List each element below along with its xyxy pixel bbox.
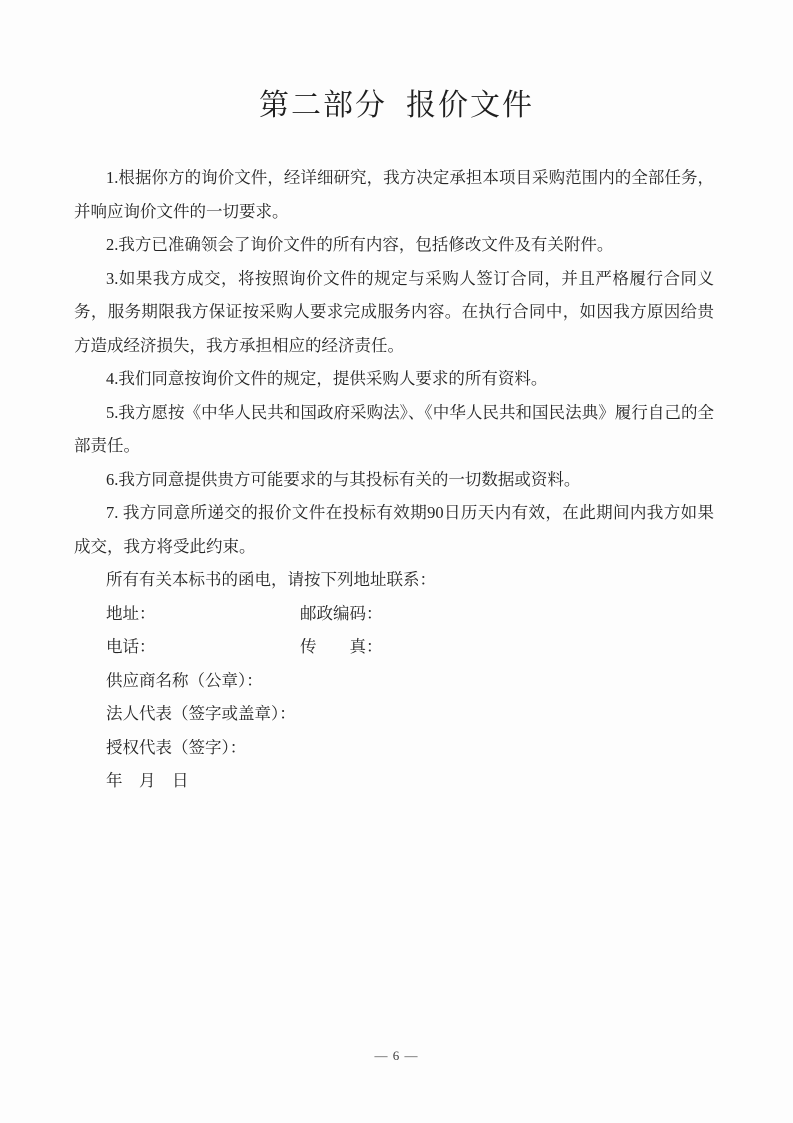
supplier-name-label: 供应商名称（公章）：: [106, 670, 263, 690]
paragraph-4: 4.我们同意按询价文件的规定，提供采购人要求的所有资料。: [106, 369, 548, 388]
contact-row-address: [74, 597, 714, 631]
paragraph-6: 6.我方同意提供贵方可能要求的与其投标有关的一切数据或资料。: [106, 469, 581, 489]
phone-label: 电话：: [106, 637, 156, 656]
authorized-representative-label: 授权代表（签字）：: [106, 737, 247, 757]
paragraph-5: 5.我方愿按《中华人民共和国政府采购法》、《中华人民共和国民法典》履行自己的全部责任。: [74, 402, 714, 455]
contact-intro-line: 所有有关本标书的函电，请按下列地址联系：: [106, 570, 436, 589]
legal-representative-label: 法人代表（签字或盖章）：: [106, 704, 296, 723]
address-label: 地址：: [106, 603, 156, 623]
fax-label: 传 真：: [300, 637, 383, 656]
date-line: 年 月 日: [106, 771, 189, 790]
paragraph-2: 2.我方已准确领会了询价文件的所有内容，包括修改文件及有关附件。: [106, 235, 614, 254]
page-number: — 6 —: [374, 1048, 419, 1063]
paragraph-3: 3.如果我方成交，将按照询价文件的规定与采购人签订合同，并且严格履行合同义务，服务期限我方保证按采购人要求完成服务内容。在执行合同中，如因我方原因给贵方造成经济损失，我方承担相应的经济责任。: [74, 268, 714, 355]
postal-code-label: 邮政编码：: [300, 603, 383, 623]
paragraph-7: 7. 我方同意所递交的报价文件在投标有效期90日历天内有效，在此期间内我方如果成交，我方将受此约束。: [74, 503, 714, 556]
contact-row-phone: [74, 630, 714, 664]
paragraph-1: 1.根据你方的询价文件，经详细研究，我方决定承担本项目采购范围内的全部任务，并响应询价文件的一切要求。: [74, 168, 714, 221]
document-body: [0, 161, 793, 798]
page-title: 第二部分 报价文件: [259, 89, 534, 122]
